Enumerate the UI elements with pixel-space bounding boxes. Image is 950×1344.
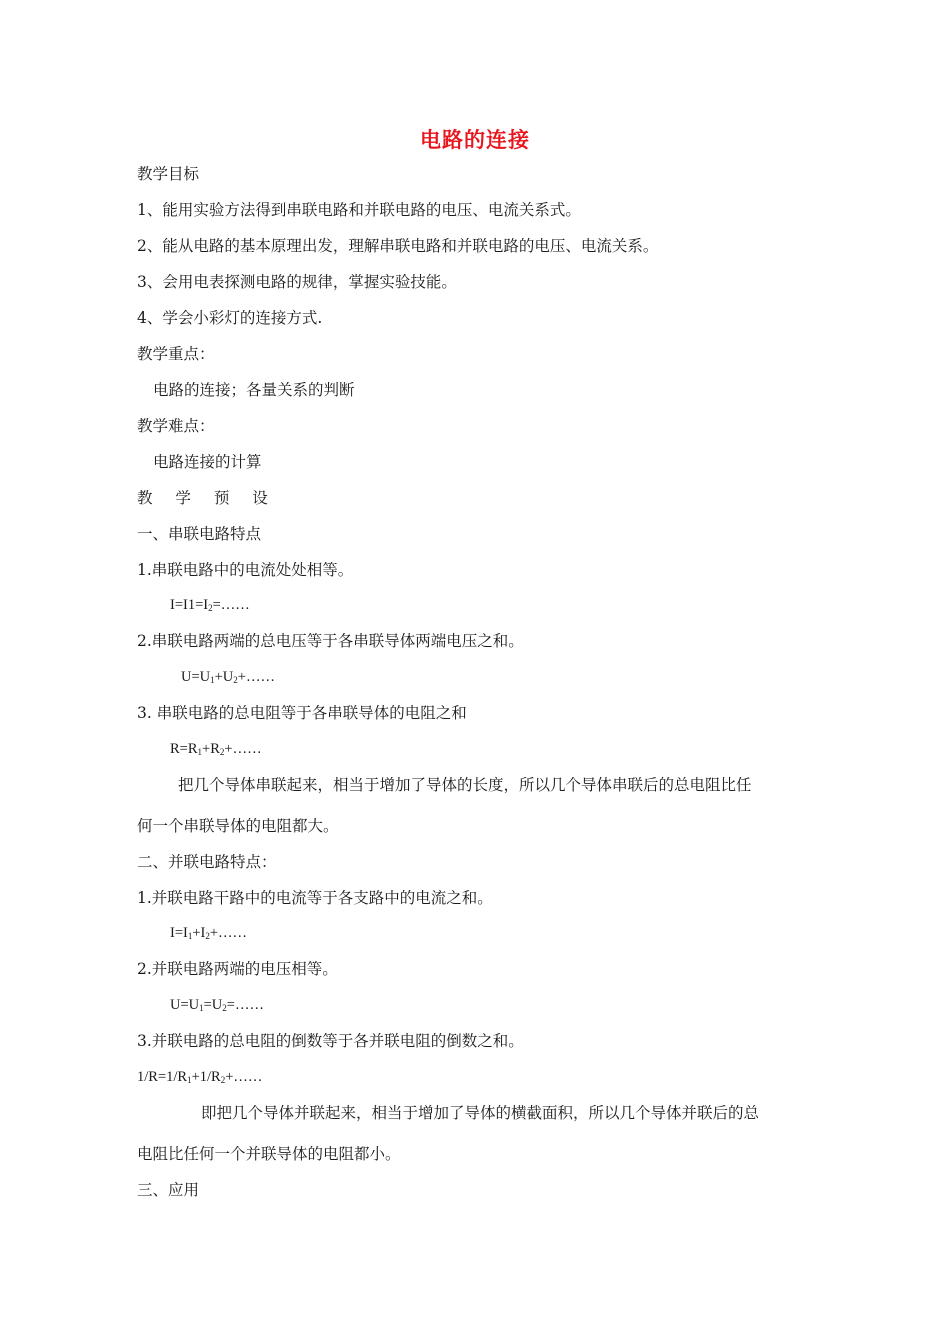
objective-item: 1、能用实验方法得到串联电路和并联电路的电压、电流关系式。: [137, 201, 581, 219]
difficulties-text: 电路连接的计算: [153, 453, 262, 471]
key-points-text: 电路的连接；各量关系的判断: [153, 381, 355, 399]
objective-item: 3、会用电表探测电路的规律，掌握实验技能。: [137, 273, 457, 291]
parallel-note-line-2: 电阻比任何一个并联导体的电阻都小。: [137, 1145, 401, 1163]
key-points-heading: 教学重点：: [137, 345, 215, 363]
application-heading: 三、应用: [137, 1181, 200, 1199]
objective-item: 2、能从电路的基本原理出发，理解串联电路和并联电路的电压、电流关系。: [137, 237, 659, 255]
series-point-1: 1.串联电路中的电流处处相等。: [137, 561, 354, 579]
preset-heading: 教 学 预 设: [137, 489, 277, 507]
series-point-2: 2.串联电路两端的总电压等于各串联导体两端电压之和。: [137, 632, 524, 650]
parallel-point-1: 1.并联电路干路中的电流等于各支路中的电流之和。: [137, 889, 493, 907]
parallel-voltage-formula: $U=U_1=U_2=\dots\dots$: [170, 997, 264, 1013]
parallel-resistance-formula: $1/R=1/R_1+1/R_2+\dots\dots$: [137, 1069, 263, 1085]
parallel-current-formula: $I=I_1+I_2+\dots\dots$: [170, 925, 248, 941]
series-heading: 一、串联电路特点: [137, 525, 262, 543]
parallel-heading: 二、并联电路特点：: [137, 853, 277, 871]
series-note-line-1: 把几个导体串联起来，相当于增加了导体的长度，所以几个导体串联后的总电阻比任: [178, 776, 752, 794]
objectives-heading: 教学目标: [137, 165, 200, 183]
parallel-point-2: 2.并联电路两端的电压相等。: [137, 960, 338, 978]
series-current-formula: $I=I1=I_2=\dots\dots$: [170, 597, 250, 613]
difficulties-heading: 教学难点：: [137, 417, 215, 435]
parallel-note-line-1: 即把几个导体并联起来，相当于增加了导体的横截面积，所以几个导体并联后的总: [201, 1104, 760, 1122]
series-point-3: 3. 串联电路的总电阻等于各串联导体的电阻之和: [137, 704, 467, 722]
parallel-point-3: 3.并联电路的总电阻的倒数等于各并联电阻的倒数之和。: [137, 1032, 524, 1050]
series-resistance-formula: $R=R_1+R_2+\dots\dots$: [170, 741, 262, 757]
page-title: 电路的连接: [420, 128, 530, 152]
series-voltage-formula: $U=U_1+U_2+\dots\dots$: [181, 669, 275, 685]
objective-item: 4、学会小彩灯的连接方式.: [137, 309, 323, 327]
series-note-line-2: 何一个串联导体的电阻都大。: [137, 817, 339, 835]
